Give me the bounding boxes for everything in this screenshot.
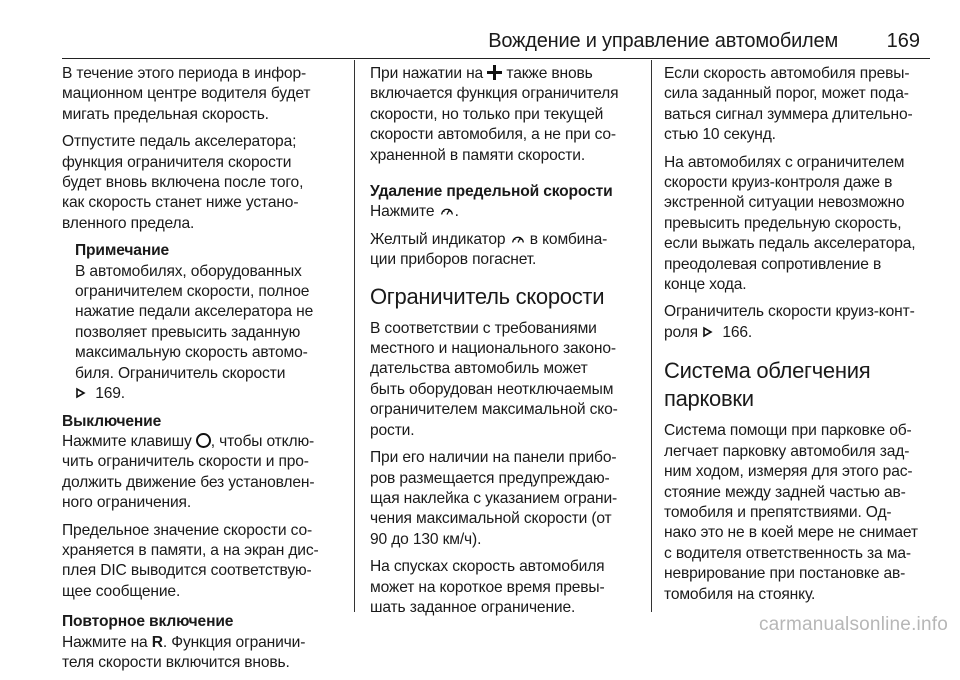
paragraph-ref-cruise: [664, 302, 934, 343]
paragraph-blink: В течение этого периода в инфор- мационном центре водителя будет мигать предельная скорость.: [62, 65, 311, 123]
plus-text-b: также вновь включается функция ограничителя скорости, но только при текущей скорости автомобиля, а не при со- храненной в памяти скорости.: [370, 65, 619, 164]
page-header: [62, 0, 930, 59]
paragraph-resume: [62, 633, 350, 674]
paragraph-press: [370, 202, 650, 222]
resume-key-r: R: [151, 633, 163, 651]
watermark: carmanualsonline.info: [758, 614, 948, 635]
yellow-text-b: в комбина- ции приборов погаснет.: [370, 230, 608, 269]
note-block: [62, 241, 350, 404]
column-3: [664, 64, 934, 612]
paragraph-release: Отпустите педаль акселератора; функция ограничителя скорости будет вновь включена после того, как скорость станет ниже устано- вленного предела.: [62, 133, 304, 232]
ring-off-icon: [196, 433, 211, 448]
paragraph-cruise: На автомобилях с ограничителем скорости круиз-контроля даже в экстренной ситуации невозможно превысить предельную скорость, если выжать педаль акселератора, преодолевая сопротивление в конце хода.: [664, 153, 916, 294]
column-divider-1: [354, 60, 355, 612]
column-divider-2: [651, 60, 652, 612]
section-title-limiter: Ограничитель скорости: [370, 283, 605, 309]
paragraph-parking: Система помощи при парковке об- легчает парковку автомобиля зад- ним ходом, измеряя для этого рас- стояние между задней частью ав- томобиля и препятствиями. Од- нако это не в коей мере не снимает с водителя ответственность за ма- неврирование при постановке ав- томобиля на стоянку.: [664, 422, 918, 603]
paragraph-plus: [370, 64, 650, 166]
paragraph-exceed: Если скорость автомобиля превы- сила заданный порог, может пода- ваться сигнал зуммера длительно- стью 10 секунд.: [664, 65, 913, 144]
paragraph-off: [62, 432, 350, 514]
heading-off: Выключение: [62, 412, 162, 430]
paragraph-laws: В соответствии с требованиями местного и национального законо- дательства автомобиль может быть оборудован неотключаемым ограничителем максимальной ско- рости.: [370, 319, 618, 439]
press-text: Нажмите: [370, 203, 439, 221]
arrow-ref-icon: [76, 386, 90, 400]
speed-limiter-icon: [511, 232, 525, 246]
plus-text-a: При нажатии на: [370, 65, 488, 82]
heading-resume: Повторное включение: [62, 613, 234, 631]
ref-text: Ограничитель скорости круиз-конт- роля: [664, 303, 915, 341]
column-1: [62, 64, 350, 680]
page-number: 169: [886, 30, 920, 52]
off-text-b: , чтобы отклю- чить ограничитель скорости и про- должить движение без установлен- ного ограничения.: [62, 432, 315, 512]
note-reference: [75, 384, 350, 404]
press-text-end: .: [454, 203, 459, 221]
resume-text-b: . Функция ограничи- теля скорости включится вновь.: [62, 633, 306, 671]
column-2: [370, 64, 650, 625]
speed-limiter-icon: [440, 204, 454, 218]
off-text-a: Нажмите клавишу: [62, 432, 196, 450]
note-heading: Примечание: [75, 242, 170, 260]
paragraph-stored: Предельное значение скорости со- храняется в памяти, а на экран дис- плея DIC выводится соответствую- щее сообщение.: [62, 521, 319, 600]
paragraph-panel: При его наличии на панели прибо- ров размещается предупреждаю- щая наклейка с указанием ограни- чения максимальной скорости (от 90 до 130 км/ч).: [370, 449, 618, 548]
note-text: В автомобилях, оборудованных ограничителем скорости, полное нажатие педали акселератора не позволяет превысить заданную максимальную скорость автомо- биля. Ограничитель скорости: [75, 262, 314, 382]
plus-icon: [487, 65, 502, 80]
yellow-text-a: Желтый индикатор: [370, 230, 510, 248]
resume-text-a: Нажмите на: [62, 633, 152, 651]
paragraph-yellow: [370, 230, 650, 271]
note-ref-page: 169.: [95, 385, 125, 403]
chapter-title: Вождение и управление автомобилем: [488, 30, 838, 52]
ref-page: 166.: [722, 323, 753, 341]
heading-delete: Удаление предельной скорости: [370, 183, 613, 201]
paragraph-downhill: На спусках скорость автомобиля может на короткое время превы- шать заданное ограничение.: [370, 558, 605, 616]
arrow-ref-icon: [703, 325, 717, 339]
section-title-parking: Система облегчения парковки: [664, 358, 871, 412]
